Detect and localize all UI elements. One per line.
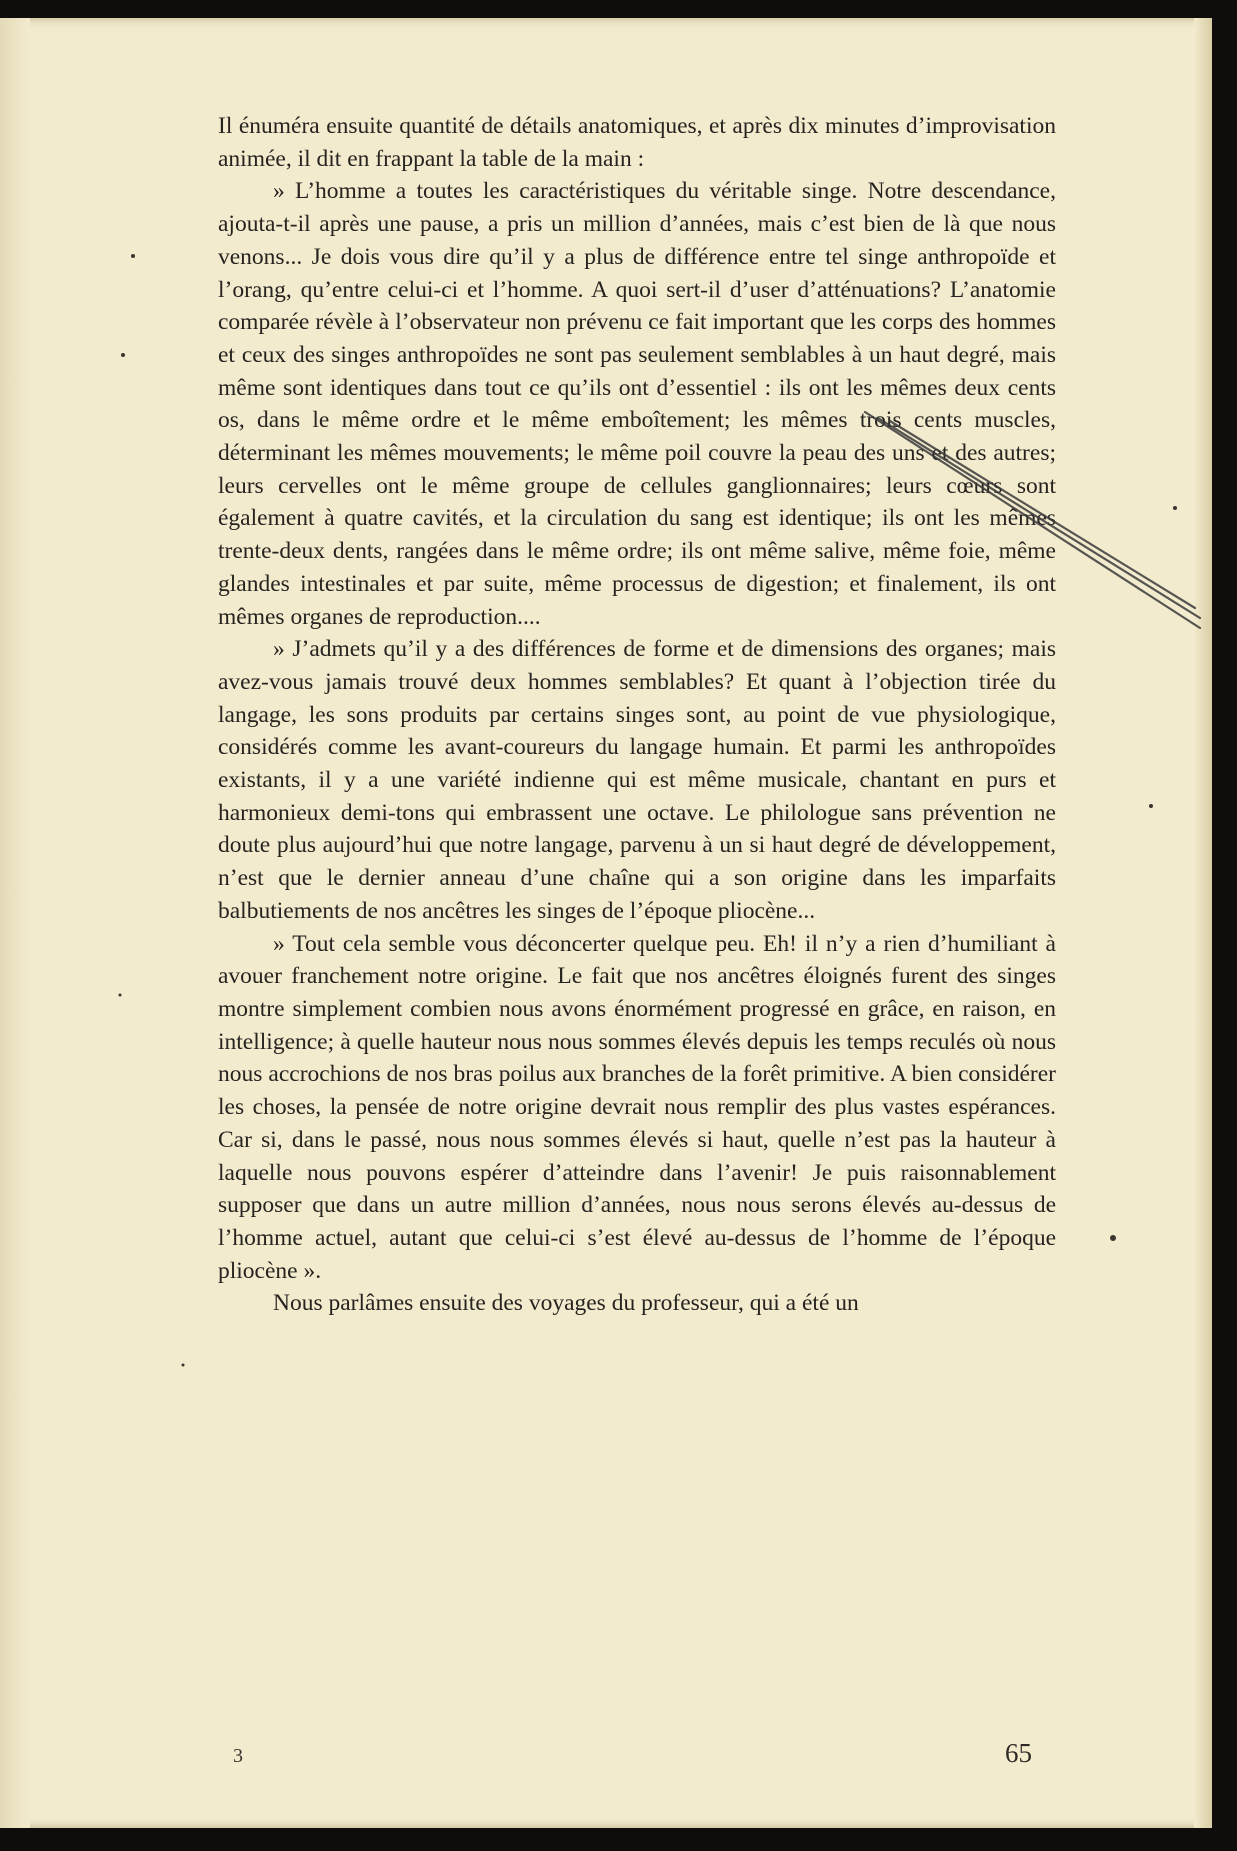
body-text — [218, 110, 1056, 1320]
signature-mark: 3 — [233, 1745, 243, 1767]
paragraph: » Tout cela semble vous déconcerter quelque peu. Eh! il n’y a rien d’humiliant à avouer franchement notre origine. Le fait que nos ancêtres éloignés furent des singes montre simplement combien nous avons énormément progressé en grâce, en raison, en intelligence; à quelle hauteur nous nous sommes élevés depuis les temps reculés où nous nous accrochions de nos bras poilus aux branches de la forêt primitive. A bien considérer les choses, la pensée de notre origine devrait nous remplir des plus vastes espérances. Car si, dans le passé, nous nous sommes élevés si haut, quelle n’est pas la hauteur à laquelle nous pouvons espérer d’atteindre dans l’avenir! Je puis raisonnablement supposer que dans un autre million d’années, nous nous serons élevés au-dessus de l’homme actuel, autant que celui-ci s’est élevé au-dessus de l’homme de l’époque pliocène ». — [218, 930, 1056, 1284]
paragraph: » L’homme a toutes les caractéristiques du véritable singe. Notre descendance, ajouta-t-il après une pause, a pris un million d’années, mais c’est bien de là que nous venons... Je dois vous dire qu’il y a plus de différence entre tel singe anthropoïde et l’orang, qu’entre celui-ci et l’homme. A quoi sert-il d’user d’atténuations? L’anatomie comparée révèle à l’observateur non prévenu ce fait important que les corps des hommes et ceux des singes anthropoïdes ne sont pas seulement semblables à un haut degré, mais même sont identiques dans tout ce qu’ils ont d’essentiel : ils ont les mêmes deux cents os, dans le même ordre et le même emboîtement; les mêmes trois cents muscles, déterminant les mêmes mouvements; le même poil couvre la peau des uns et des autres; leurs cervelles ont le même groupe de cellules ganglionnaires; leurs cœurs sont également à quatre cavités, et la circulation du sang est identique; ils ont les mêmes trente-deux dents, rangées dans le même ordre; ils ont même salive, même foie, même glandes intestinales et par suite, même processus de digestion; et finalement, ils ont mêmes organes de reproduction.... — [218, 178, 1056, 630]
page-gutter-shadow — [0, 18, 30, 1828]
page-number: 65 — [1005, 1738, 1032, 1768]
paragraph: Nous parlâmes ensuite des voyages du professeur, qui a été un — [273, 1290, 859, 1317]
paragraph: » J’admets qu’il y a des différences de forme et de dimensions des organes; mais avez-vous jamais trouvé deux hommes semblables? Et quant à l’objection tirée du langage, les sons produits par certains singes sont, au point de vue physiologique, considérés comme les avant-coureurs du langage humain. Et parmi les anthropoïdes existants, il y a une variété indienne qui est même musicale, chantant en purs et harmonieux demi-tons qui embrassent une octave. Le philologue sans prévention ne doute plus aujourd’hui que notre langage, parvenu à un si haut degré de développement, n’est que le dernier anneau d’une chaîne qui a son origine dans les imparfaits balbutiements de nos ancêtres les singes de l’époque pliocène... — [218, 636, 1056, 924]
paragraph: Il énuméra ensuite quantité de détails anatomiques, et après dix minutes d’improvisation animée, il dit en frappant la table de la main : — [218, 113, 1056, 172]
page-right-edge — [1194, 18, 1212, 1828]
